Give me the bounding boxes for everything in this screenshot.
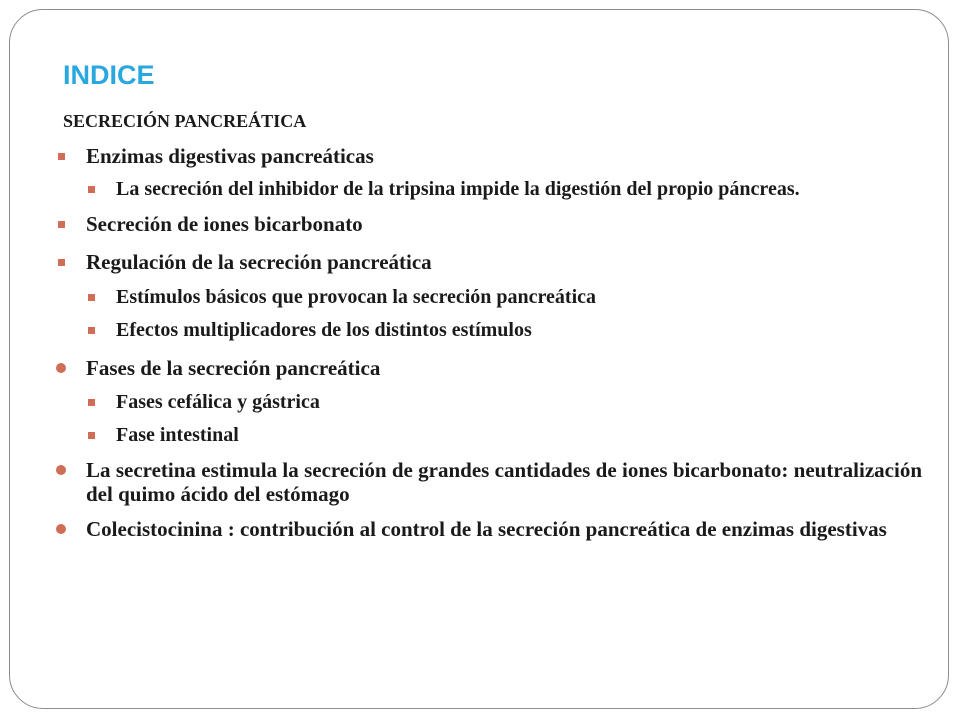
bullet-text: Estímulos básicos que provocan la secreción pancreática xyxy=(116,286,596,308)
bullet-text: Fases cefálica y gástrica xyxy=(116,391,320,413)
bullet-text: Efectos multiplicadores de los distintos estímulos xyxy=(116,319,532,341)
bullet-item-fases-cefalica xyxy=(56,390,922,414)
bullet-item-fase-intestinal xyxy=(56,423,922,447)
bullet-text: Regulación de la secreción pancreática xyxy=(86,250,432,274)
bullet-item-bicarbonato xyxy=(56,212,922,236)
square-bullet-icon xyxy=(58,153,65,160)
bullet-text: Enzimas digestivas pancreáticas xyxy=(86,144,374,168)
bullet-item-regulacion xyxy=(56,250,922,274)
bullet-text: Colecistocinina : contribución al control de la secreción pancreática de enzimas digestivas xyxy=(86,517,887,541)
square-bullet-icon xyxy=(88,186,95,193)
bullet-item-fases xyxy=(56,356,922,380)
square-bullet-icon xyxy=(88,399,95,406)
square-bullet-icon xyxy=(88,294,95,301)
section-heading: SECRECIÓN PANCREÁTICA xyxy=(63,111,307,131)
slide-title: INDICE xyxy=(63,60,155,90)
square-bullet-icon xyxy=(88,432,95,439)
bullet-text: La secretina estimula la secreción de grandes cantidades de iones bicarbonato: neutralización del quimo ácido del estómago xyxy=(86,458,922,506)
round-bullet-icon xyxy=(56,524,66,534)
bullet-item-efectos xyxy=(56,318,922,342)
bullet-item-secretina xyxy=(56,458,922,506)
bullet-text: Secreción de iones bicarbonato xyxy=(86,212,363,236)
square-bullet-icon xyxy=(58,221,65,228)
round-bullet-icon xyxy=(56,363,66,373)
round-bullet-icon xyxy=(56,465,66,475)
bullet-item-colecistocinina xyxy=(56,517,922,541)
square-bullet-icon xyxy=(58,259,65,266)
bullet-item-estimulos xyxy=(56,285,922,309)
square-bullet-icon xyxy=(88,327,95,334)
bullet-text: La secreción del inhibidor de la tripsina impide la digestión del propio páncreas. xyxy=(116,178,800,200)
bullet-item-enzimas xyxy=(56,144,922,168)
bullet-text: Fase intestinal xyxy=(116,424,239,446)
bullet-item-inhibidor-tripsina xyxy=(56,177,922,201)
bullet-list xyxy=(56,140,922,541)
bullet-text: Fases de la secreción pancreática xyxy=(86,356,381,380)
